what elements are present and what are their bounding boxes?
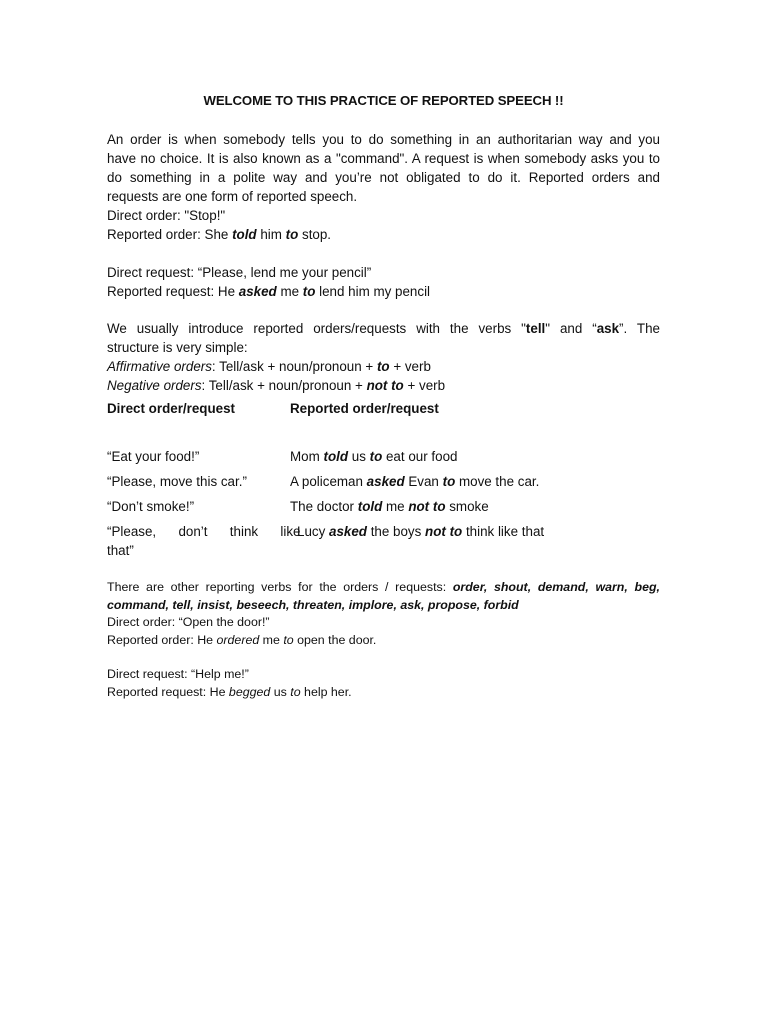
ask-emphasis: ask	[596, 321, 620, 336]
affirmative-label: Affirmative orders	[107, 359, 212, 374]
verb-emphasis: told	[357, 499, 383, 514]
text: : Tell/ask + noun/pronoun +	[201, 378, 367, 393]
text: us	[348, 449, 370, 464]
reported-request-example-2	[107, 684, 352, 702]
direct-order-example: Direct order: "Stop!"	[107, 208, 226, 223]
intro-line-1: An order is when somebody tells you to do something in an authoritarian way and you	[107, 132, 660, 147]
not-to-emphasis: not to	[366, 378, 404, 393]
text: me	[276, 284, 303, 299]
text: the boys	[366, 524, 426, 539]
text: " and “	[545, 321, 597, 336]
to-emphasis: to	[283, 633, 294, 647]
text: ”. The	[619, 321, 660, 336]
page-title: WELCOME TO THIS PRACTICE OF REPORTED SPEECH !!	[203, 93, 564, 108]
text: Reported request: He	[107, 284, 239, 299]
text: Mom	[290, 449, 324, 464]
table-row-4-reported	[297, 522, 544, 541]
table-row-1-reported	[290, 447, 457, 466]
text: We usually introduce reported orders/requests with the verbs "	[107, 321, 526, 336]
text: Evan	[404, 474, 443, 489]
text: lend him my pencil	[315, 284, 431, 299]
verb-emphasis: told	[323, 449, 349, 464]
to-emphasis: to	[369, 449, 383, 464]
text: think like that	[462, 524, 545, 539]
text: move the car.	[455, 474, 540, 489]
to-emphasis: to	[302, 284, 316, 299]
not-to-emphasis: not to	[408, 499, 446, 514]
to-emphasis: to	[285, 227, 299, 242]
other-verbs-line-1	[107, 579, 660, 597]
text: smoke	[445, 499, 489, 514]
text: The doctor	[290, 499, 358, 514]
negative-label: Negative orders	[107, 378, 202, 393]
table-header-direct: Direct order/request	[107, 401, 235, 416]
verb-emphasis: ordered	[216, 633, 260, 647]
verb-emphasis: begged	[228, 685, 271, 699]
table-row-4-direct-cont: that”	[107, 543, 134, 558]
intro-line-3: do something in a polite way and you’re not obligated to do it. Reported orders and	[107, 170, 660, 185]
text: open the door.	[293, 633, 377, 647]
text: me	[259, 633, 284, 647]
table-row-3-direct: “Don’t smoke!”	[107, 499, 195, 514]
text: + verb	[403, 378, 446, 393]
tell-emphasis: tell	[525, 321, 546, 336]
table-row-2-direct: “Please, move this car.”	[107, 474, 247, 489]
reported-order-example-2	[107, 632, 376, 650]
text: him	[256, 227, 286, 242]
table-row-4-direct: “Please, don’t think like	[107, 524, 301, 539]
text: me	[382, 499, 409, 514]
affirmative-structure	[107, 357, 431, 376]
table-header-reported: Reported order/request	[290, 401, 439, 416]
table-row-2-reported	[290, 472, 539, 491]
text: A policeman	[290, 474, 367, 489]
text: us	[270, 685, 291, 699]
text: Reported order: She	[107, 227, 233, 242]
text: + verb	[389, 359, 431, 374]
direct-order-example-2: Direct order: “Open the door!”	[107, 615, 270, 629]
intro-line-4: requests are one form of reported speech.	[107, 189, 358, 204]
text: There are other reporting verbs for the orders / requests:	[107, 580, 453, 594]
text: Reported order: He	[107, 633, 217, 647]
table-row-1-direct: “Eat your food!”	[107, 449, 200, 464]
to-emphasis: to	[442, 474, 456, 489]
reported-order-example	[107, 225, 331, 244]
verbs-list: order, shout, demand, warn, beg,	[452, 580, 660, 594]
text: Reported request: He	[107, 685, 229, 699]
structure-intro-line-1	[107, 319, 660, 338]
text: stop.	[298, 227, 332, 242]
verb-emphasis: asked	[238, 284, 277, 299]
direct-request-example-2: Direct request: “Help me!”	[107, 667, 249, 681]
other-verbs-line-2: command, tell, insist, beseech, threaten, implore, ask, propose, forbid	[107, 598, 519, 612]
structure-intro-line-2: structure is very simple:	[107, 340, 248, 355]
verb-emphasis: asked	[329, 524, 367, 539]
text: Lucy	[297, 524, 330, 539]
text: : Tell/ask + noun/pronoun +	[211, 359, 377, 374]
intro-line-2: have no choice. It is also known as a "command". A request is when somebody asks you to	[107, 151, 660, 166]
to-emphasis: to	[290, 685, 301, 699]
text: help her.	[300, 685, 352, 699]
reported-request-example	[107, 282, 430, 301]
verb-emphasis: asked	[366, 474, 405, 489]
direct-request-example: Direct request: “Please, lend me your pencil”	[107, 265, 372, 280]
not-to-emphasis: not to	[425, 524, 463, 539]
verb-emphasis: told	[232, 227, 257, 242]
text: eat our food	[382, 449, 458, 464]
negative-structure	[107, 376, 445, 395]
to-emphasis: to	[376, 359, 390, 374]
table-row-3-reported	[290, 497, 489, 516]
